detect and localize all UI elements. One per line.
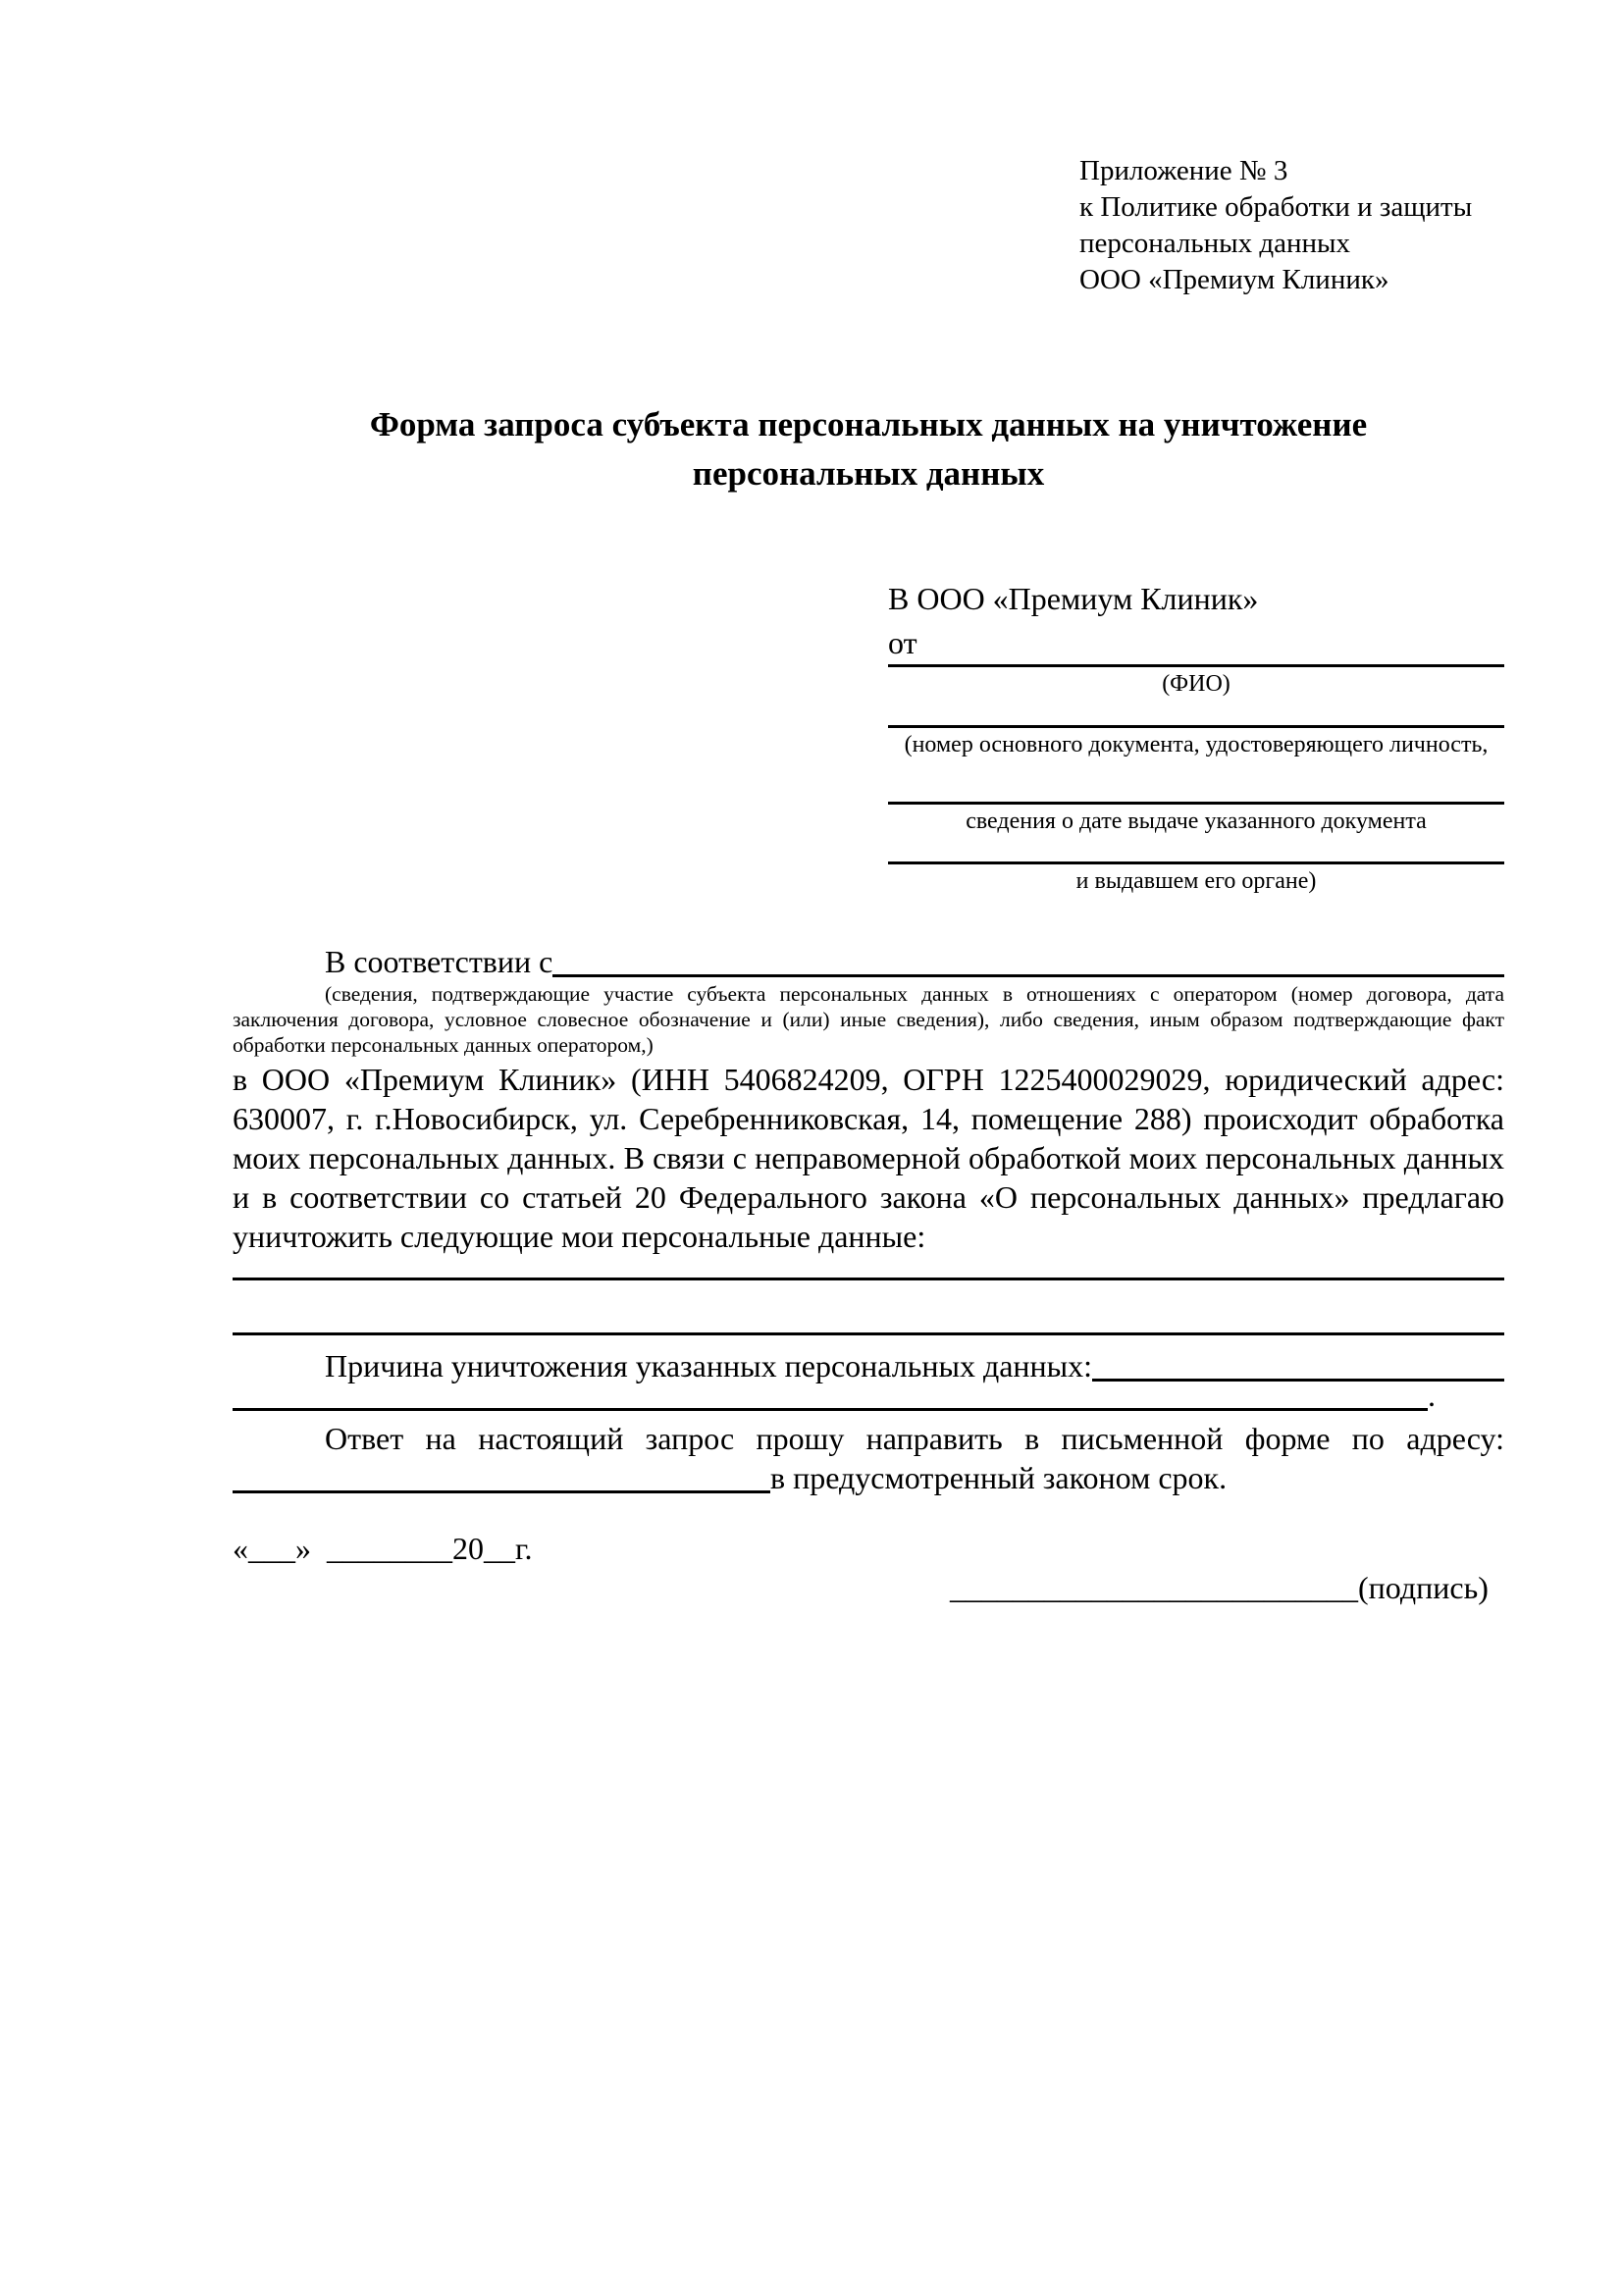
issue-date-blank-line [888, 802, 1504, 805]
reason-label: Причина уничтожения указанных персональных данных: [325, 1348, 1093, 1383]
reason-continuation-row [233, 1376, 1504, 1415]
reason-blank-line-2 [233, 1376, 1428, 1411]
answer-tail: в предусмотренный законом срок. [770, 1460, 1228, 1495]
fio-blank-line [888, 664, 1504, 667]
fio-caption: (ФИО) [1162, 671, 1230, 697]
sentence-period: . [1428, 1378, 1436, 1413]
document-number-blank-line [888, 725, 1504, 728]
addressee-from-label: от [888, 625, 917, 660]
appendix-line: персональных данных [1079, 228, 1351, 259]
issue-date-caption: сведения о дате выдаче указанного документа [966, 809, 1427, 834]
appendix-line: Приложение № 3 [1079, 155, 1288, 186]
accordance-prefix: В соответствии с [325, 944, 553, 979]
addressee-to: В ООО «Премиум Клиник» [888, 581, 1259, 616]
appendix-block [1079, 153, 1472, 298]
issuing-authority-caption: и выдавшем его органе) [1075, 868, 1317, 894]
signature-blank-line: __________________________ [950, 1570, 1358, 1605]
document-title-line2: персональных данных [692, 454, 1045, 493]
data-blank-line-2 [233, 1332, 1504, 1335]
accordance-note: (сведения, подтверждающие участие субъекта персональных данных в отношениях с оператором (номер договора, дата заключения договора, условное словесное обозначение и (или) иные сведения), либо сведения, иным образом подтверждающие факт обработки персональных данных оператором,) [233, 982, 1504, 1057]
address-blank-line [233, 1458, 770, 1493]
signature-caption: (подпись) [1358, 1570, 1489, 1605]
accordance-blank-line [552, 942, 1504, 977]
answer-sentence: Ответ на настоящий запрос прошу направить в письменной форме по адресу: [325, 1421, 1504, 1456]
main-paragraph: в ООО «Премиум Клиник» (ИНН 5406824209, ОГРН 1225400029029, юридический адрес: 630007, г. г.Новосибирск, ул. Серебренниковская, 14, помещение 288) происходит обработка моих персональных данных. В связи с неправомерной обработкой моих персональных данных и в соответствии со статьей 20 Федерального закона «О персональных данных» предлагаю уничтожить следующие мои персональные данные: [233, 1062, 1504, 1254]
document-title [233, 400, 1504, 498]
accordance-row [233, 942, 1504, 981]
data-blank-line-1 [233, 1278, 1504, 1280]
answer-address-row [233, 1458, 1504, 1497]
appendix-line: ООО «Премиум Клиник» [1079, 264, 1389, 295]
document-title-line1: Форма запроса субъекта персональных данных на уничтожение [369, 405, 1368, 444]
appendix-line: к Политике обработки и защиты [1079, 191, 1473, 223]
document-number-caption: (номер основного документа, удостоверяющего личность, [904, 732, 1489, 757]
signature-block [918, 1529, 1489, 1646]
date-line: «___» ________20__г. [233, 1531, 533, 1566]
issuing-authority-blank-line [888, 861, 1504, 864]
